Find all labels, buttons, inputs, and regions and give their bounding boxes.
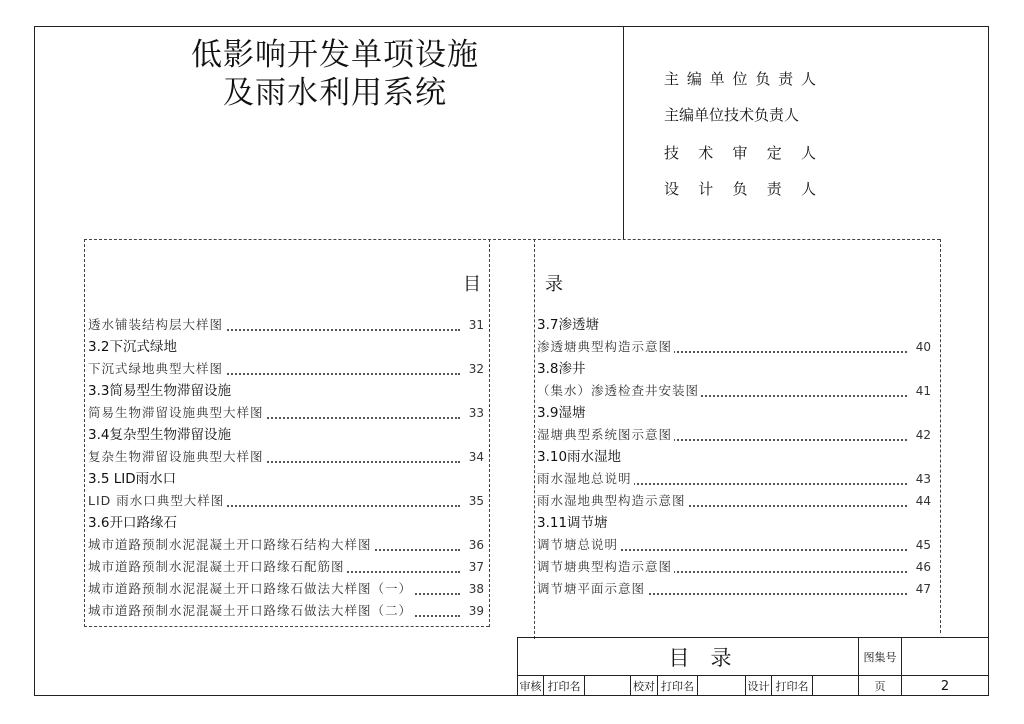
toc-entry (537, 578, 931, 600)
toc-entry-title: 3.2下沉式绿地 (88, 339, 177, 355)
responsibility-row (664, 68, 816, 89)
toc-entry (537, 534, 931, 556)
toc-entry-page: 34 (460, 446, 484, 468)
toc-entry (88, 578, 484, 600)
toc-border-bottom (84, 626, 489, 627)
responsibility-char: 主 (664, 70, 680, 88)
drawing-title-line1: 低影响开发单项设施 (191, 37, 479, 73)
toc-section-heading (537, 402, 931, 424)
toc-section-heading (537, 358, 931, 380)
toc-entry-page: 38 (460, 578, 484, 600)
toc-section-heading (88, 336, 484, 358)
toc-entry-title: 3.10雨水湿地 (537, 449, 622, 465)
responsibility-char: 术 (698, 144, 714, 162)
toc-heading-right: 录 (545, 274, 563, 295)
toc-entry-page: 33 (460, 402, 484, 424)
toc-entry-title: 城市道路预制水泥混凝土开口路缘石做法大样图（二） (88, 603, 413, 618)
toc-entry-title: 3.4复杂型生物滞留设施 (88, 427, 231, 443)
toc-entry-page: 40 (907, 336, 931, 358)
toc-entry-page: 31 (460, 314, 484, 336)
toc-entry-title: 调节塘平面示意图 (537, 581, 646, 596)
responsibility-row (664, 178, 816, 199)
toc-entry-title: 3.6开口路缘石 (88, 515, 177, 531)
page-label: 页 (874, 680, 886, 693)
toc-entry (537, 556, 931, 578)
toc-entry-title: 3.9湿塘 (537, 405, 586, 421)
toc-entry-page: 36 (460, 534, 484, 556)
toc-border-left (84, 239, 85, 627)
toc-entry-title: 下沉式绿地典型大样图 (88, 361, 224, 376)
toc-entry-page: 32 (460, 358, 484, 380)
toc-entry (537, 380, 931, 402)
toc-entry-title: 3.3简易型生物滞留设施 (88, 383, 231, 399)
toc-entry-title: 城市道路预制水泥混凝土开口路缘石配筋图 (88, 559, 345, 574)
responsibility-char: 负 (755, 70, 771, 88)
drawing-title-line2: 及雨水利用系统 (223, 75, 447, 111)
toc-entry-page: 44 (907, 490, 931, 512)
toc-entry-page: 45 (907, 534, 931, 556)
title-block-divider (812, 675, 813, 696)
toc-border-right (940, 239, 941, 633)
responsibility-row (664, 142, 816, 163)
toc-entry (88, 402, 484, 424)
toc-entry (88, 358, 484, 380)
toc-entry-title: 调节塘典型构造示意图 (537, 559, 673, 574)
toc-entry-title: 3.8渗井 (537, 361, 586, 377)
toc-entry-title: 3.5 LID雨水口 (88, 471, 177, 487)
toc-entry (88, 600, 484, 622)
toc-entry-title: 城市道路预制水泥混凝土开口路缘石结构大样图 (88, 537, 372, 552)
title-block-name: 目 录 (668, 646, 732, 670)
toc-entry (88, 556, 484, 578)
design-signature: 打印名 (775, 680, 809, 693)
responsibility-char: 位 (732, 70, 748, 88)
review-signature: 打印名 (547, 680, 581, 693)
toc-section-heading (88, 424, 484, 446)
responsibility-char: 编 (686, 70, 702, 88)
toc-entry-title: 雨水湿地总说明 (537, 471, 632, 486)
toc-entry-page: 43 (907, 468, 931, 490)
title-block-divider (584, 675, 585, 696)
toc-entry-page: 37 (460, 556, 484, 578)
toc-entry (88, 534, 484, 556)
toc-entry-title: 渗透塘典型构造示意图 (537, 339, 673, 354)
toc-entry-title: LID 雨水口典型大样图 (88, 493, 225, 508)
toc-entry (88, 314, 484, 336)
toc-entry-title: 简易生物滞留设施典型大样图 (88, 405, 264, 420)
toc-entry-page: 47 (907, 578, 931, 600)
header-divider (623, 26, 624, 240)
review-label: 审核 (519, 680, 542, 693)
toc-section-heading (88, 512, 484, 534)
toc-entry-page: 35 (460, 490, 484, 512)
atlas-number-value (902, 640, 988, 674)
responsibility-row (664, 104, 816, 125)
responsibility-char: 审 (732, 144, 748, 162)
toc-heading-left: 目 (463, 274, 481, 295)
toc-entry-title: 3.7渗透塘 (537, 317, 599, 333)
responsibility-char: 人 (800, 70, 816, 88)
toc-section-heading (88, 380, 484, 402)
toc-section-heading (537, 446, 931, 468)
toc-section-heading (537, 512, 931, 534)
toc-entry-title: 复杂生物滞留设施典型大样图 (88, 449, 264, 464)
responsibility-char: 责 (778, 70, 794, 88)
responsibility-char: 人 (800, 144, 816, 162)
atlas-number-label: 图集号 (863, 651, 897, 664)
responsibility-char: 人 (800, 180, 816, 198)
check-label: 校对 (633, 680, 655, 693)
responsibility-char: 单 (709, 70, 725, 88)
toc-entry (88, 446, 484, 468)
toc-entry-title: 城市道路预制水泥混凝土开口路缘石做法大样图（一） (88, 581, 413, 596)
design-label: 设计 (747, 680, 770, 693)
responsibility-char: 负 (732, 180, 748, 198)
toc-column-divider-left (489, 239, 490, 627)
responsibility-char: 计 (698, 180, 714, 198)
responsibility-char: 主编单位技术负责人 (664, 106, 800, 124)
toc-entry (537, 336, 931, 358)
check-signature: 打印名 (661, 680, 694, 693)
toc-entry-page: 41 (907, 380, 931, 402)
toc-entry-page: 46 (907, 556, 931, 578)
responsibility-char: 定 (766, 144, 782, 162)
toc-entry-title: （集水）渗透检查井安装图 (537, 383, 700, 398)
toc-section-heading (88, 468, 484, 490)
toc-entry (88, 490, 484, 512)
responsibility-char: 设 (664, 180, 680, 198)
toc-entry (537, 424, 931, 446)
toc-entry-title: 调节塘总说明 (537, 537, 619, 552)
toc-entry-page: 39 (460, 600, 484, 622)
responsibility-char: 技 (664, 144, 680, 162)
toc-entry (537, 490, 931, 512)
toc-entry-title: 湿塘典型系统图示意图 (537, 427, 673, 442)
toc-section-heading (537, 314, 931, 336)
toc-entry-title: 3.11调节塘 (537, 515, 608, 531)
toc-column-divider-right (534, 239, 535, 639)
toc-entry-page: 42 (907, 424, 931, 446)
toc-entry-title: 雨水湿地典型构造示意图 (537, 493, 686, 508)
toc-entry (537, 468, 931, 490)
title-block-divider (697, 675, 698, 696)
toc-border-top (84, 239, 940, 240)
toc-entry-title: 透水铺装结构层大样图 (88, 317, 224, 332)
page-number: 2 (940, 678, 950, 694)
responsibility-char: 责 (766, 180, 782, 198)
